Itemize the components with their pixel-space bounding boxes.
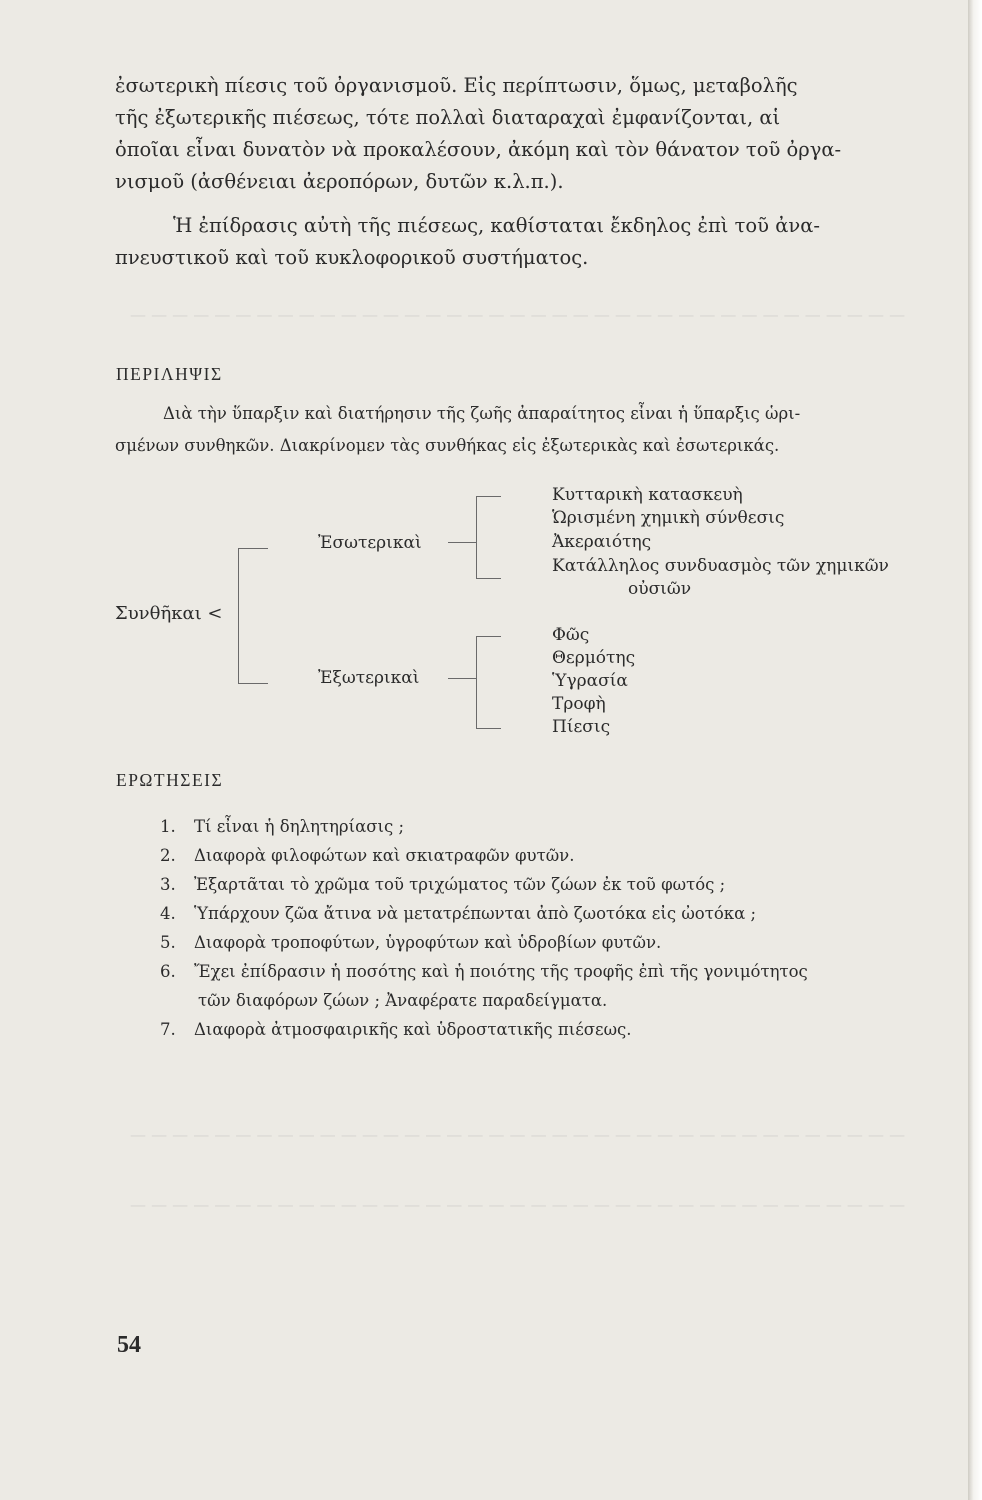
question-number: 3.: [160, 875, 176, 894]
page-edge: [968, 0, 982, 1500]
text-line: ἐσωτερικὴ πίεσις τοῦ ὀργανισμοῦ. Εἰς περίπτωσιν, ὅμως, μεταβολῆς: [115, 74, 798, 97]
external-item: Ὑγρασία: [552, 671, 628, 691]
summary-heading: ΠΕΡΙΛΗΨΙΣ: [116, 364, 223, 384]
internal-brace-top: [476, 496, 501, 497]
external-brace-vertical: [476, 636, 477, 728]
question-text: Διαφορὰ τροποφύτων, ὑγροφύτων καὶ ὑδροβίων φυτῶν.: [194, 933, 662, 952]
question-text: Διαφορὰ φιλοφώτων καὶ σκιατραφῶν φυτῶν.: [194, 846, 575, 865]
diagram-root: Συνθῆκαι <: [115, 603, 223, 624]
question-text: Διαφορὰ ἀτμοσφαιρικῆς καὶ ὑδροστατικῆς πιέσεως.: [194, 1020, 632, 1039]
internal-item: Ἀκεραιότης: [552, 532, 652, 552]
external-item: Φῶς: [552, 625, 590, 645]
root-brace-bottom: [238, 683, 268, 684]
internal-item: Κυτταρικὴ κατασκευὴ: [552, 485, 743, 505]
question-item: [160, 1015, 960, 1044]
question-item: [160, 870, 960, 899]
question-text: τῶν διαφόρων ζώων ; Ἀναφέρατε παραδείγματα.: [198, 991, 608, 1010]
question-number: 2.: [160, 846, 176, 865]
text-line: Ἡ ἐπίδρασις αὐτὴ τῆς πιέσεως, καθίσταται ἔκδηλος ἐπὶ τοῦ ἀνα-: [173, 214, 820, 237]
external-brace-top: [476, 636, 501, 637]
page-number: 54: [117, 1332, 141, 1358]
internal-connector: [448, 542, 476, 543]
question-text: Τί εἶναι ἡ δηλητηρίασις ;: [194, 817, 405, 836]
question-number: 6.: [160, 962, 176, 981]
intro-paragraph: [115, 70, 940, 198]
internal-brace-vertical: [476, 496, 477, 578]
internal-item: Κατάλληλος συνδυασμὸς τῶν χημικῶν: [552, 556, 889, 576]
question-text: Ἐξαρτᾶται τὸ χρῶμα τοῦ τριχώματος τῶν ζώων ἐκ τοῦ φωτός ;: [194, 875, 726, 894]
external-brace-bottom: [476, 728, 501, 729]
root-brace-top: [238, 548, 268, 549]
text-line: Διὰ τὴν ὕπαρξιν καὶ διατήρησιν τῆς ζωῆς ἀπαραίτητος εἶναι ἡ ὕπαρξις ὡρι-: [163, 404, 801, 423]
summary-paragraph: [115, 398, 940, 462]
text-line: νισμοῦ (ἀσθένειαι ἀεροπόρων, δυτῶν κ.λ.π.).: [115, 170, 564, 193]
internal-item: Ὡρισμένη χημικὴ σύνθεσις: [552, 508, 785, 528]
question-number: 5.: [160, 933, 176, 952]
question-text: Ὑπάρχουν ζῶα ἄτινα νὰ μετατρέπωνται ἀπὸ ζωοτόκα εἰς ὠοτόκα ;: [194, 904, 757, 923]
internal-label: Ἐσωτερικαὶ: [318, 533, 422, 553]
internal-item: οὐσιῶν: [628, 579, 692, 599]
root-brace-vertical: [238, 548, 239, 683]
show-through: — — — — — — — — — — — — — — — — — — — — — — — — — — — — — — — — — — — — —: [130, 305, 906, 324]
question-item: [160, 841, 960, 870]
external-connector: [448, 678, 476, 679]
external-item: Πίεσις: [552, 717, 611, 737]
question-item: [160, 812, 960, 841]
question-continuation: [160, 986, 960, 1015]
external-item: Τροφὴ: [552, 694, 606, 714]
internal-brace-bottom: [476, 578, 501, 579]
external-item: Θερμότης: [552, 648, 636, 668]
text-line: σμένων συνθηκῶν. Διακρίνομεν τὰς συνθήκας εἰς ἐξωτερικὰς καὶ ἐσωτερικάς.: [115, 436, 780, 455]
text-line: πνευστικοῦ καὶ τοῦ κυκλοφορικοῦ συστήματος.: [115, 246, 589, 269]
text-line: ὁποῖαι εἶναι δυνατὸν νὰ προκαλέσουν, ἀκόμη καὶ τὸν θάνατον τοῦ ὀργα-: [115, 138, 842, 161]
text-line: τῆς ἐξωτερικῆς πιέσεως, τότε πολλαὶ διαταραχαὶ ἐμφανίζονται, αἱ: [115, 106, 781, 129]
question-number: 4.: [160, 904, 176, 923]
question-text: Ἔχει ἐπίδρασιν ἡ ποσότης καὶ ἡ ποιότης τῆς τροφῆς ἐπὶ τῆς γονιμότητος: [194, 962, 808, 981]
question-item: [160, 899, 960, 928]
show-through: — — — — — — — — — — — — — — — — — — — — — — — — — — — — — — — — — — — — —: [130, 1125, 906, 1144]
effect-paragraph: [115, 210, 940, 274]
question-number: 7.: [160, 1020, 176, 1039]
show-through: — — — — — — — — — — — — — — — — — — — — — — — — — — — — — — — — — — — — —: [130, 1195, 906, 1214]
questions-list: [160, 812, 960, 1044]
external-label: Ἐξωτερικαὶ: [318, 668, 420, 688]
questions-heading: ΕΡΩΤΗΣΕΙΣ: [116, 770, 224, 790]
question-number: 1.: [160, 817, 176, 836]
question-item: [160, 957, 960, 986]
question-item: [160, 928, 960, 957]
